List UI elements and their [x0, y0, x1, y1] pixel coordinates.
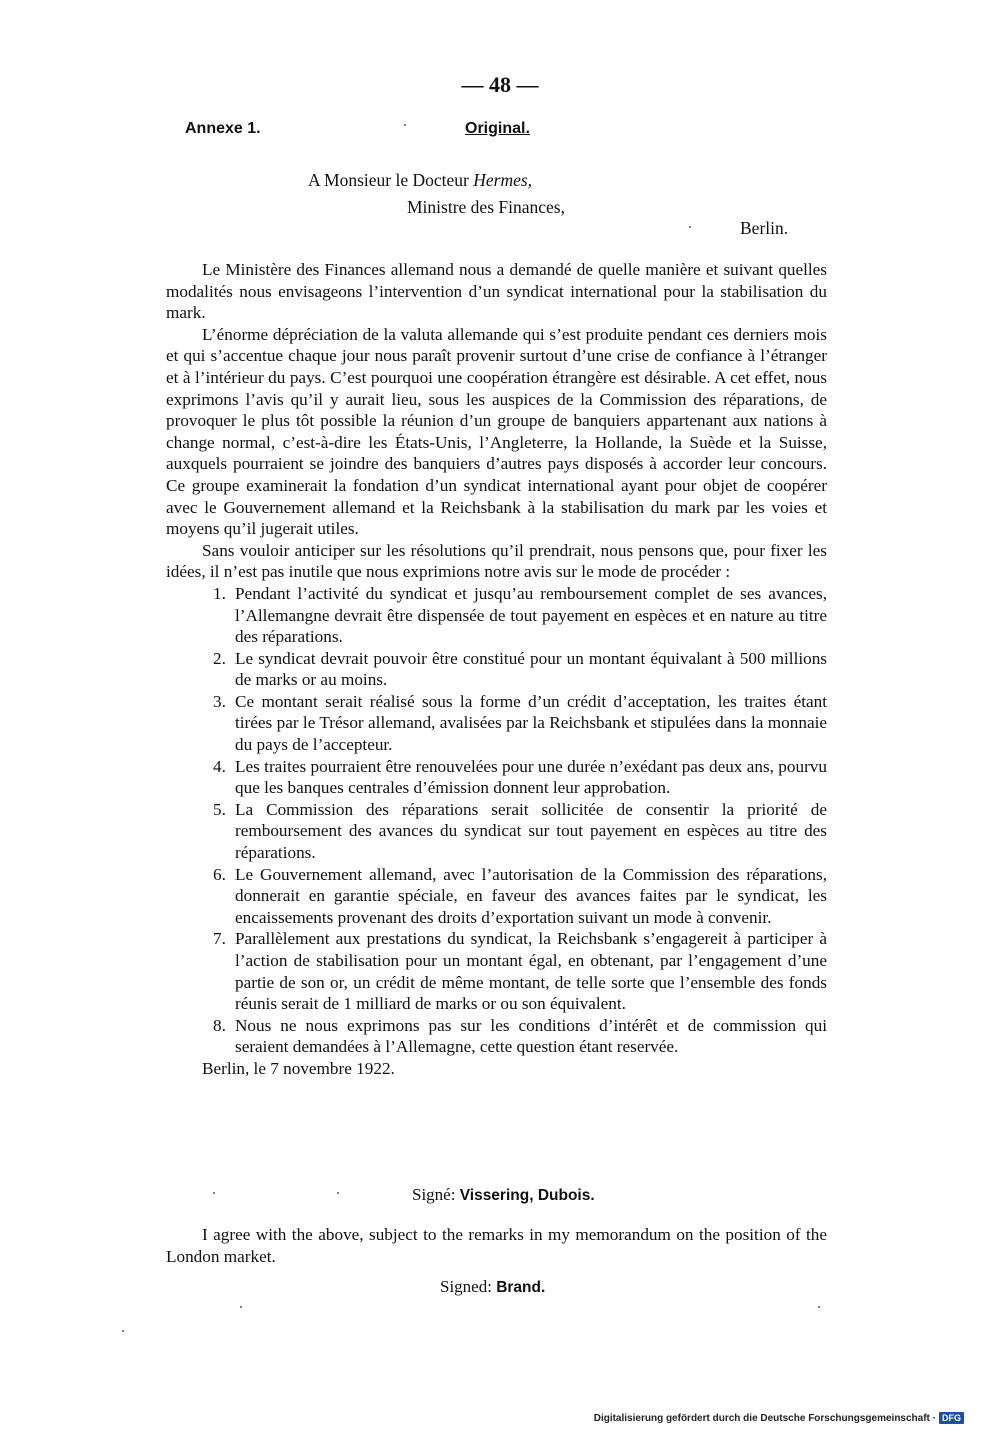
signature-2-label: Signed:	[440, 1277, 492, 1296]
list-item: 1. Pendant l’activité du syndicat et jusqu’au remboursement complet de ses avances, l’Allemangne devrait être dispensée de tout payement en espèces et en nature au titre des réparations.	[213, 583, 827, 647]
list-item: 7. Parallèlement aux prestations du syndicat, la Reichsbank s’engagereit à participer à l’action de stabilisation pour un montant égal, en obtenant, par l’engagement d’une partie de son or, un crédit de même montant, de telle sorte que l’ensemble des fonds réunis serait de 1 milliard de marks or ou son équivalent.	[213, 929, 827, 1014]
address-line-2: Ministre des Finances,	[407, 197, 565, 217]
english-note: I agree with the above, subject to the remarks in my memorandum on the position of the London market.	[166, 1225, 827, 1266]
footer-credit-text: Digitalisierung gefördert durch die Deutsche Forschungsgemeinschaft ·	[593, 1412, 936, 1424]
letter-body	[166, 259, 827, 1080]
list-item: 4. Les traites pourraient être renouvelées pour une durée n’exédant pas deux ans, pourvu que les banques centrales d’émission donnent leur approbation.	[213, 756, 827, 798]
list-item: 3. Ce montant serait réalisé sous la forme d’un crédit d’acceptation, les traites étant tirées par le Trésor allemand, avalisées par la Reichsbank et stipulées dans la monnaie du pays de l’accepteur.	[213, 691, 827, 755]
address-prefix: A Monsieur le Docteur	[308, 170, 469, 190]
address-line-1	[308, 170, 532, 191]
list-item: 6. Le Gouvernement allemand, avec l’autorisation de la Commission des réparations, donnerait en garantie spéciale, en faveur des avances faites par le syndicat, les encaissements provenant des droits d’exportation suivant un mode à convenir.	[213, 864, 827, 927]
paragraph-1: Le Ministère des Finances allemand nous a demandé de quelle manière et suivant quelles modalités nous envisageons l’intervention d’un syndicat international pour la stabilisation du mark.	[166, 260, 827, 323]
list-item: 2. Le syndicat devrait pouvoir être constitué pour un montant équivalant à 500 millions de marks or au moins.	[213, 648, 827, 690]
scan-speck	[337, 1192, 339, 1194]
annex-label: Annexe 1.	[185, 120, 261, 137]
signature-1	[412, 1185, 595, 1205]
paragraph-2: L’énorme dépréciation de la valuta allemande qui s’est produite pendant ces derniers mois et qui s’accentue chaque jour nous paraît provenir surtout d’une crise de confiance à l’étranger et à l’intérieur du pays. C’est pourquoi une coopération étrangère est désirable. A cet effet, nous exprimons l’avis qu’il y aurait lieu, sous les auspices de la Commission des réparations, de provoquer le plus tôt possible la réunion d’un groupe de banquiers appartenant aux nations à change normal, c’est-à-dire les États-Unis, l’Angleterre, la Hollande, la Suède et la Suisse, auxquels pourraient se joindre des banquiers d’autres pays disposés à accorder leur concours. Ce groupe examinerait la fondation d’un syndicat international ayant pour objet de coopérer avec le Gouvernement allemand et la Reichsbank à la stabilisation du mark par les voies et moyens qu’il jugerait utiles.	[166, 324, 827, 539]
proposal-list	[166, 583, 827, 1058]
scan-speck	[240, 1306, 242, 1308]
paragraph-3: Sans vouloir anticiper sur les résolutions qu’il prendrait, nous pensons que, pour fixer les idées, il n’est pas inutile que nous exprimions notre avis sur le mode de procéder :	[166, 540, 827, 582]
original-label: Original.	[465, 120, 530, 137]
scan-speck	[122, 1330, 124, 1332]
list-item: 5. La Commission des réparations serait sollicitée de consentir la priorité de remboursement des avances du syndicat sur tout payement en espèces au titre des réparations.	[213, 799, 827, 863]
scan-speck	[404, 124, 406, 126]
page-number: — 48 —	[461, 72, 539, 97]
dateline: Berlin, le 7 novembre 1922.	[202, 1058, 395, 1078]
signature-2	[440, 1277, 545, 1297]
scan-speck	[689, 226, 691, 228]
footer-credit	[594, 1412, 964, 1424]
scan-speck	[818, 1306, 820, 1308]
signature-2-name: Brand.	[496, 1279, 546, 1296]
dfg-logo-icon: DFG	[939, 1412, 964, 1424]
signature-1-names: Vissering, Dubois.	[459, 1187, 595, 1204]
address-name: Hermes,	[473, 170, 533, 190]
list-item: 8. Nous ne nous exprimons pas sur les conditions d’intérêt et de commission qui seraient demandées à l’Allemagne, cette question étant reservée.	[213, 1015, 827, 1057]
scan-speck	[213, 1192, 215, 1194]
signature-1-label: Signé:	[412, 1185, 456, 1204]
page-number-value: 48	[489, 72, 511, 97]
english-note-block	[166, 1224, 827, 1267]
address-city: Berlin.	[740, 218, 789, 238]
